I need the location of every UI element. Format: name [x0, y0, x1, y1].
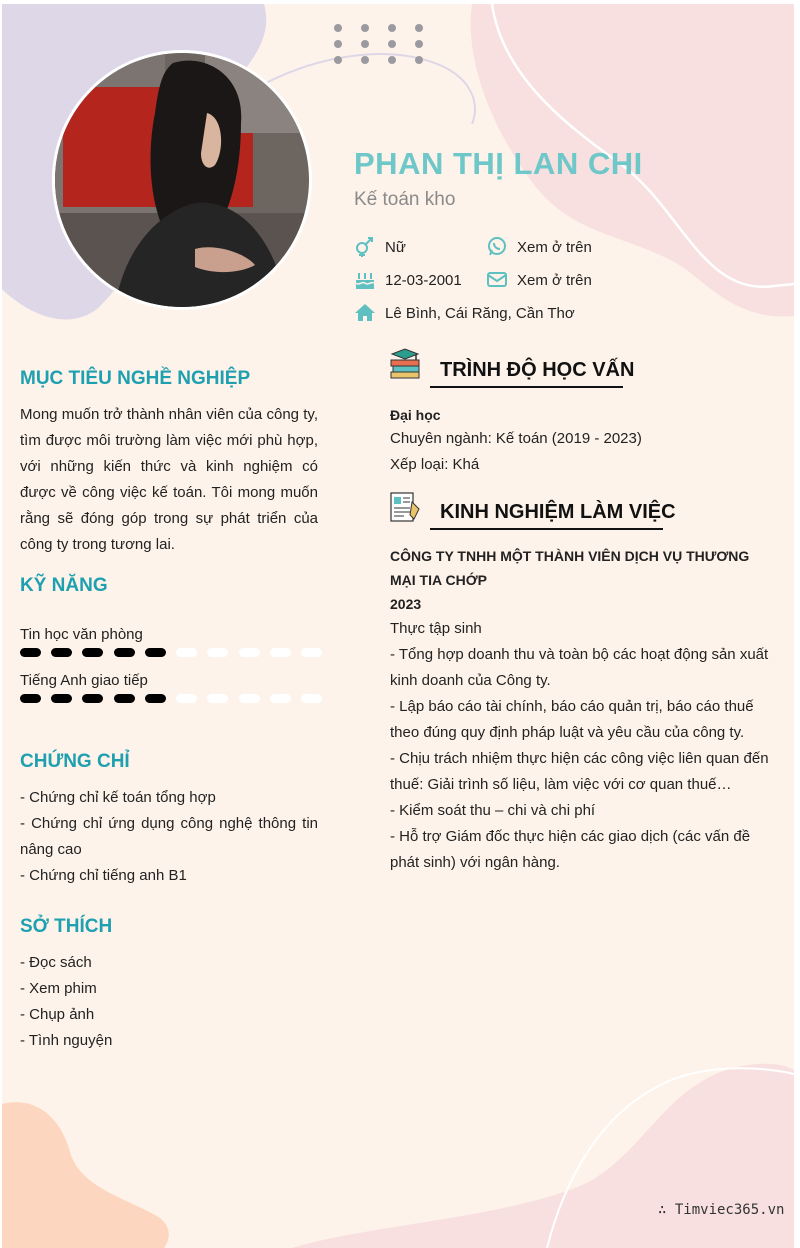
- skill-name: Tin học văn phòng: [20, 626, 143, 643]
- education-grade: Xếp loại: Khá: [390, 456, 480, 473]
- education-title: TRÌNH ĐỘ HỌC VẤN: [440, 359, 635, 381]
- rating-dot-empty: [239, 694, 260, 703]
- candidate-name: PHAN THỊ LAN CHI: [354, 146, 643, 181]
- hobbies-title: SỞ THÍCH: [20, 916, 113, 937]
- experience-year: 2023: [390, 596, 422, 612]
- rating-dot-filled: [114, 694, 135, 703]
- hobby-item: - Tình nguyện: [20, 1032, 113, 1049]
- rating-dot-empty: [239, 648, 260, 657]
- rating-dot-empty: [270, 694, 291, 703]
- education-major: Chuyên ngành: Kế toán (2019 - 2023): [390, 430, 642, 447]
- cv-page: [2, 4, 794, 1248]
- experience-company: CÔNG TY TNHH MỘT THÀNH VIÊN DỊCH VỤ THƯƠNG MẠI TIA CHỚP: [390, 548, 750, 588]
- birthdate-value: 12-03-2001: [385, 272, 462, 289]
- phone-value: Xem ở trên: [517, 239, 592, 256]
- experience-duty: - Chịu trách nhiệm thực hiện các công việc liên quan đến thuế: Giải trình số liệu, làm việc với cơ quan thuế…: [390, 750, 769, 793]
- experience-underline: [430, 528, 663, 530]
- rating-dot-filled: [20, 694, 41, 703]
- experience-position: Thực tập sinh: [390, 620, 482, 637]
- experience-duty: - Kiểm soát thu – chi và chi phí: [390, 802, 596, 819]
- objective-title: MỤC TIÊU NGHỀ NGHIỆP: [20, 368, 251, 389]
- rating-dot-filled: [145, 648, 166, 657]
- whatsapp-icon: [486, 236, 508, 262]
- profile-photo: [52, 50, 312, 310]
- rating-dot-filled: [82, 694, 103, 703]
- experience-duty: - Hỗ trợ Giám đốc thực hiện các giao dịch (các vấn đề phát sinh) với ngân hàng.: [390, 828, 751, 871]
- rating-dot-filled: [114, 648, 135, 657]
- resume-document-icon: [388, 490, 422, 529]
- rating-dot-empty: [270, 648, 291, 657]
- gender-value: Nữ: [385, 239, 406, 256]
- experience-duty: - Lập báo cáo tài chính, báo cáo quản trị, báo cáo thuế theo đúng quy định pháp luật và yêu cầu của công ty.: [390, 698, 754, 741]
- candidate-job-title: Kế toán kho: [354, 189, 456, 210]
- home-icon: [354, 302, 376, 328]
- rating-dot-filled: [145, 694, 166, 703]
- hobby-item: - Xem phim: [20, 980, 97, 997]
- mail-icon: [486, 269, 508, 295]
- experience-title: KINH NGHIỆM LÀM VIỆC: [440, 501, 676, 523]
- rating-dot-empty: [176, 648, 197, 657]
- skill-rating-1: [20, 694, 322, 706]
- objective-text: Mong muốn trở thành nhân viên của công ty, tìm được môi trường làm việc mới phù hợp, với những kiến thức và kinh nghiệm có được về công việc kế toán. Tôi mong muốn rằng sẽ đóng góp trong sự phát triển của công ty trong tương lai.: [20, 406, 318, 553]
- education-school: Đại học: [390, 407, 441, 423]
- hobby-item: - Đọc sách: [20, 954, 92, 971]
- address-value: Lê Bình, Cái Răng, Cần Thơ: [385, 305, 575, 322]
- skill-rating-0: [20, 648, 322, 660]
- site-watermark: ∴ Timviec365.vn: [658, 1202, 785, 1218]
- rating-dot-empty: [176, 694, 197, 703]
- rating-dot-filled: [51, 694, 72, 703]
- certificate-item: - Chứng chỉ tiếng anh B1: [20, 867, 187, 884]
- rating-dot-empty: [301, 694, 322, 703]
- skills-title: KỸ NĂNG: [20, 575, 108, 596]
- dot-grid-decoration: [334, 24, 423, 64]
- email-value: Xem ở trên: [517, 272, 592, 289]
- gender-icon: [354, 236, 376, 262]
- rating-dot-filled: [51, 648, 72, 657]
- rating-dot-empty: [207, 694, 228, 703]
- hobby-item: - Chụp ảnh: [20, 1006, 95, 1023]
- rating-dot-empty: [207, 648, 228, 657]
- experience-duty: - Tổng hợp doanh thu và toàn bộ các hoạt động sản xuất kinh doanh của Công ty.: [390, 646, 769, 689]
- certificate-item: - Chứng chỉ ứng dụng công nghệ thông tin nâng cao: [20, 815, 318, 858]
- rating-dot-filled: [20, 648, 41, 657]
- certificate-item: - Chứng chỉ kế toán tổng hợp: [20, 789, 216, 806]
- graduation-books-icon: [388, 348, 424, 387]
- skill-name: Tiếng Anh giao tiếp: [20, 672, 148, 689]
- birthday-cake-icon: [354, 269, 376, 295]
- education-underline: [430, 386, 623, 388]
- rating-dot-empty: [301, 648, 322, 657]
- rating-dot-filled: [82, 648, 103, 657]
- certificates-title: CHỨNG CHỈ: [20, 751, 130, 772]
